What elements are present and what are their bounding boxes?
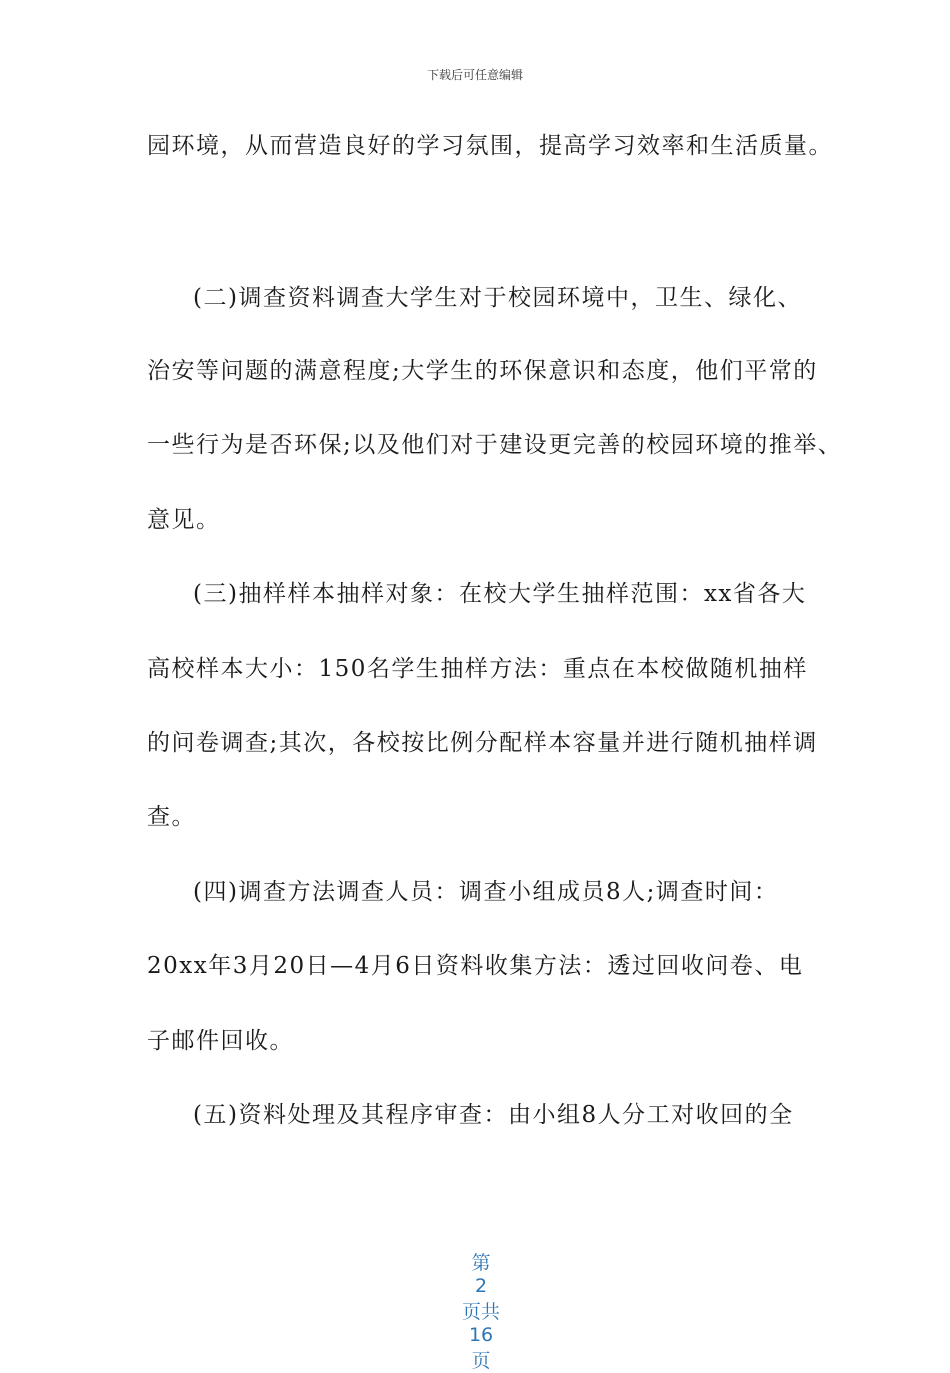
paragraph-line: 高校样本大小：150名学生抽样方法：重点在本校做随机抽样 (147, 656, 808, 682)
paragraph-line: (二)调查资料调查大学生对于校园环境中，卫生、绿化、 (193, 285, 802, 311)
paragraph-line: 20xx年3月20日—4月6日资料收集方法：透过回收问卷、电 (147, 953, 804, 979)
page-suffix: 页 (471, 1350, 491, 1372)
paragraph-line: (五)资料处理及其程序审查：由小组8人分工对收回的全 (193, 1102, 794, 1128)
paragraph-line: 子邮件回收。 (147, 1028, 294, 1054)
page-total: 16 (468, 1324, 494, 1346)
paragraph-line: (三)抽样样本抽样对象：在校大学生抽样范围：xx省各大 (193, 581, 807, 607)
paragraph-line: 治安等问题的满意程度;大学生的环保意识和态度，他们平常的 (147, 358, 818, 384)
page-header: 下载后可任意编辑 (426, 68, 523, 82)
paragraph-line: 查。 (147, 804, 196, 830)
page-prefix: 第 (471, 1252, 491, 1274)
page-footer (0, 1226, 950, 1373)
page-middle: 页共 (462, 1301, 501, 1323)
page-current: 2 (475, 1275, 488, 1297)
paragraph-line: 意见。 (147, 507, 221, 533)
paragraph-line: 的问卷调查;其次，各校按比例分配样本容量并进行随机抽样调 (147, 730, 818, 756)
paragraph-line: (四)调查方法调查人员：调查小组成员8人;调查时间： (193, 879, 779, 905)
paragraph-line: 一些行为是否环保;以及他们对于建设更完善的校园环境的推举、 (147, 432, 843, 458)
paragraph-line: 园环境，从而营造良好的学习氛围，提高学习效率和生活质量。 (147, 133, 833, 159)
